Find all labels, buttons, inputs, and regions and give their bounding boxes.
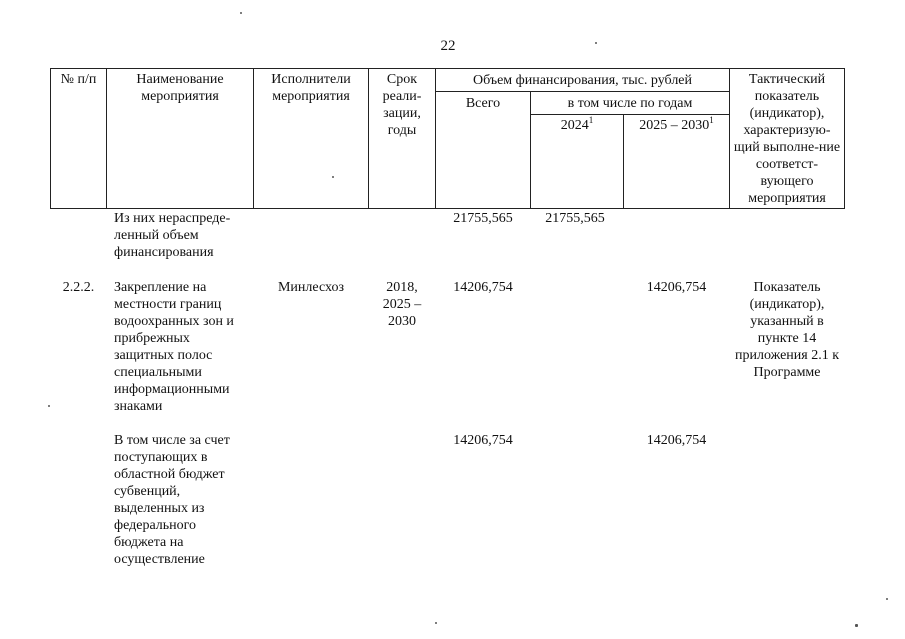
row-name: В том числе за счет поступающих в областной бюджет субвенций, выделенных из федерального бюджета на осуществление — [114, 433, 230, 567]
header-years-label: в том числе по годам — [567, 96, 693, 111]
header-2025-label: 2025 – 2030$^1$ — [639, 115, 714, 133]
scan-speck — [886, 598, 888, 600]
row-2024: 21755,565 — [545, 211, 605, 226]
scan-speck — [595, 42, 597, 44]
row-executor: Минлесхоз — [277, 280, 344, 295]
row-num: 2.2.2. — [62, 280, 95, 295]
row-2025: 14206,754 — [646, 433, 707, 448]
row-term: 2018, 2025 – 2030 — [382, 280, 422, 329]
row-name: Закрепление на местности границ водоохранных зон и прибрежных защитных полос специальными информационными знаками — [114, 280, 234, 414]
scan-speck — [332, 176, 334, 178]
header-2024-label: 2024$^1$ — [560, 115, 594, 133]
header-name-label: Наименование мероприятия — [136, 72, 224, 104]
row-total: 14206,754 — [453, 280, 513, 295]
header-cell-num — [50, 68, 107, 209]
scan-speck — [855, 624, 858, 627]
row-name: Из них нераспреде-ленный объем финансирования — [114, 211, 231, 260]
header-fin-label: Объем финансирования, тыс. рублей — [472, 73, 693, 88]
row-indicator: Показатель (индикатор), указанный в пункте 14 приложения 2.1 к Программе — [734, 280, 840, 380]
row-2025: 14206,754 — [646, 280, 707, 295]
page-number: 22 — [440, 38, 456, 54]
row-total: 14206,754 — [453, 433, 513, 448]
header-indicator-label: Тактический показатель (индикатор), характеризую-щий выполне-ние соответст-вующего мероприятия — [733, 72, 841, 206]
header-total-label: Всего — [465, 96, 501, 111]
header-term-label: Срок реали-зации, годы — [382, 72, 422, 138]
scan-speck — [48, 405, 50, 407]
header-num-label: № п/п — [60, 72, 97, 87]
row-total: 21755,565 — [453, 211, 513, 226]
header-exec-label: Исполнители мероприятия — [271, 72, 351, 104]
scan-speck — [240, 12, 242, 14]
scan-speck — [435, 622, 437, 624]
